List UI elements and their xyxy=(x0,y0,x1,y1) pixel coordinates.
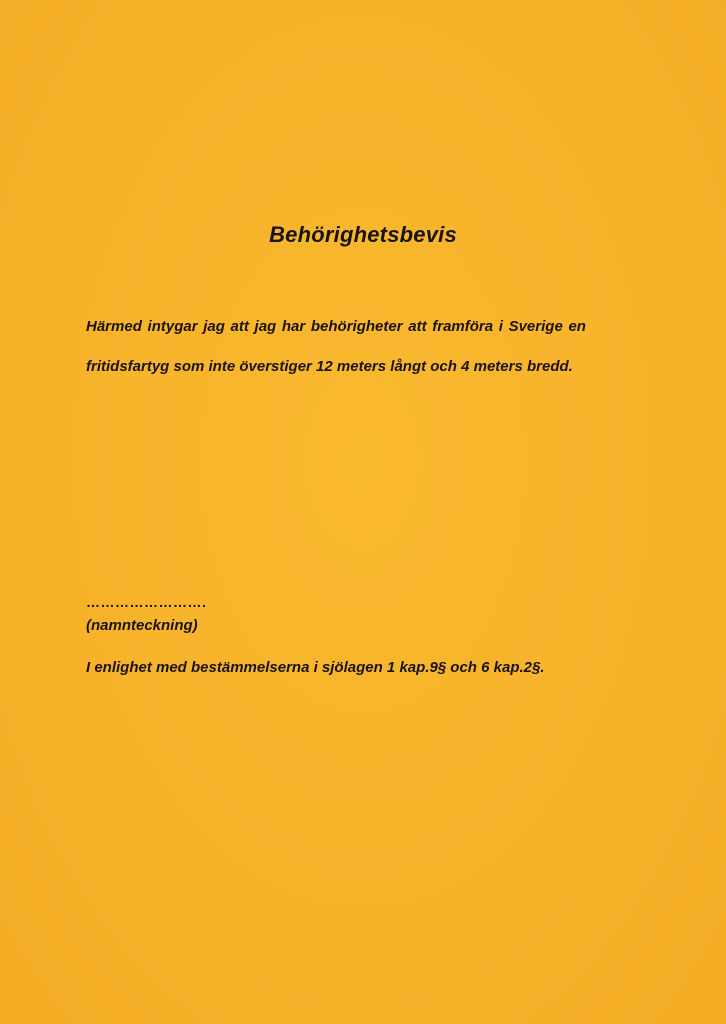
signature-label: (namnteckning) xyxy=(86,617,198,634)
body-text-line-2: fritidsfartyg som inte överstiger 12 meters långt och 4 meters bredd. xyxy=(86,358,573,375)
body-text-line-1: Härmed intygar jag att jag har behörigheter att framföra i Sverige en xyxy=(86,318,586,335)
legal-reference: I enlighet med bestämmelserna i sjölagen 1 kap.9§ och 6 kap.2§. xyxy=(86,659,545,676)
document-title: Behörighetsbevis xyxy=(269,222,457,247)
signature-line: ……………………. xyxy=(86,594,207,610)
